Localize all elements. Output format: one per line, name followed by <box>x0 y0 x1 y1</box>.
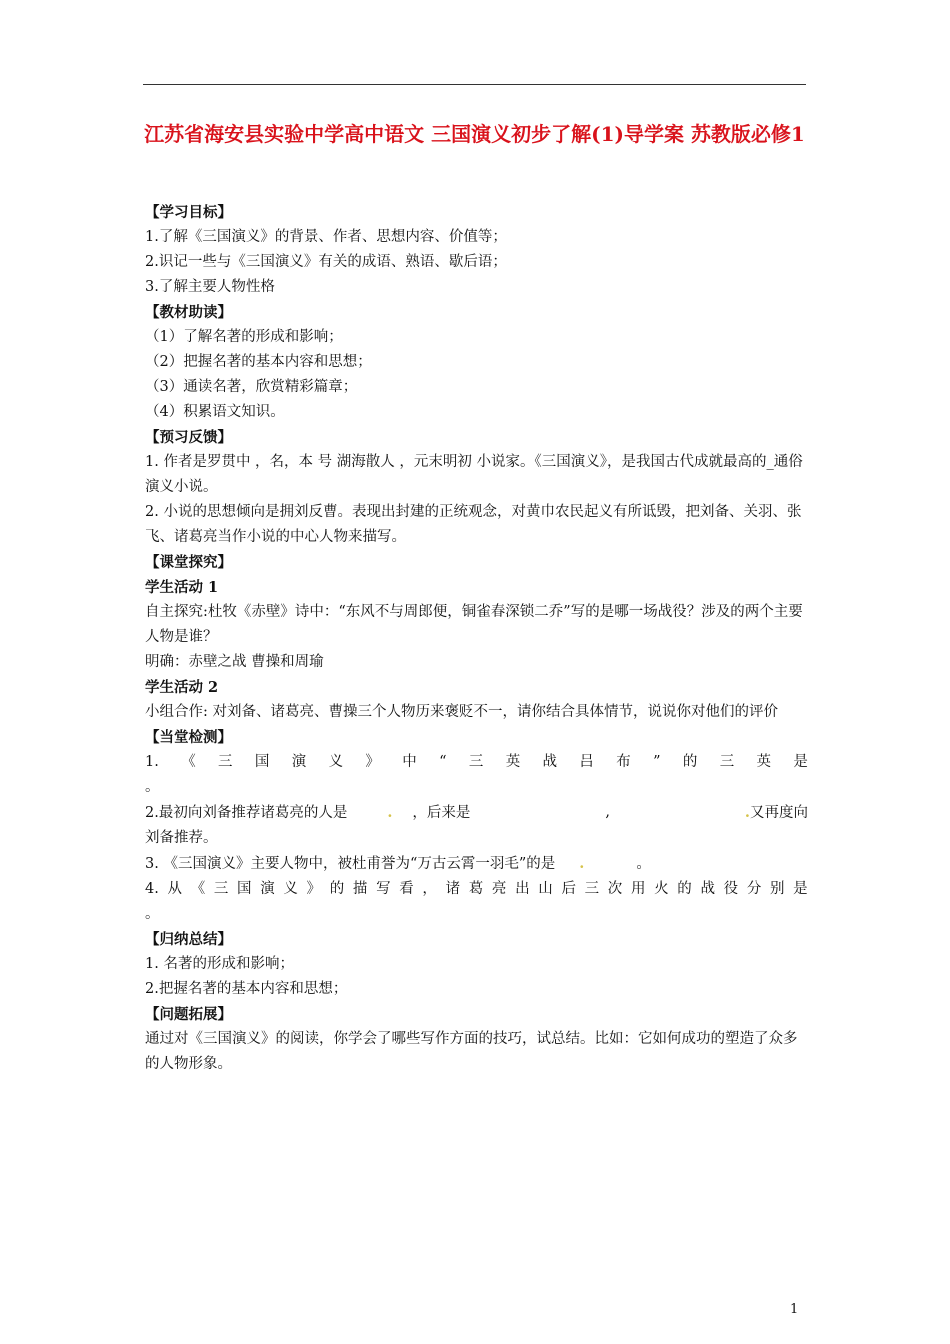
material-heading: 【教材助读】 <box>145 304 232 321</box>
q4-char: 从 <box>167 881 183 897</box>
q4-char: 是 <box>793 881 808 897</box>
summary-item: 2.把握名著的基本内容和思想； <box>145 981 348 997</box>
q4-char: 《 <box>190 881 206 897</box>
check-question-3 <box>145 851 808 877</box>
q4-char: 葛 <box>468 881 484 897</box>
q4-char: 用 <box>630 881 646 897</box>
q1-char: 义 <box>328 754 344 770</box>
q4-char: 的 <box>329 881 345 897</box>
q4-char: 看 <box>399 881 414 897</box>
activity1-title: 学生活动 1 <box>145 579 219 596</box>
q2-part-b: ，后来是 <box>412 805 471 821</box>
activity1-answer: 明确：赤壁之战 曹操和周瑜 <box>145 654 324 670</box>
q1-char: 英 <box>505 754 521 770</box>
material-item: （3）通读名著，欣赏精彩篇章； <box>145 379 358 395</box>
q4-char: 4. <box>145 881 159 897</box>
q4-char: 诸 <box>445 881 461 897</box>
q4-char: 的 <box>677 881 692 897</box>
blank-mark: . <box>387 804 393 821</box>
q1-char: 1. <box>145 754 159 770</box>
check-heading: 【当堂检测】 <box>145 729 232 746</box>
q4-char: 国 <box>237 881 252 897</box>
material-item: （2）把握名著的基本内容和思想； <box>145 354 372 370</box>
check-question-4-end: 。 <box>145 906 160 922</box>
q1-char: “ <box>439 754 447 770</box>
summary-item: 1. 名著的形成和影响； <box>145 956 294 972</box>
q4-char: 后 <box>561 881 576 897</box>
q4-char: 演 <box>260 881 275 897</box>
q1-char: 中 <box>402 754 417 770</box>
q4-char: 》 <box>306 881 322 897</box>
q1-char: 的 <box>682 754 698 770</box>
extend-text: 通过对《三国演义》的阅读，你学会了哪些写作方面的技巧，试总结。比如：它如何成功的塑造了众多的人物形象。 <box>145 1031 798 1072</box>
check-question-1 <box>145 750 808 775</box>
preview-item: 2. 小说的思想倾向是拥刘反曹。表现出封建的正统观念，对黄巾农民起义有所诋毁，把刘备、关羽、张飞、诸葛亮当作小说的中心人物来描写。 <box>145 504 802 545</box>
q4-char: 三 <box>584 881 600 897</box>
q1-char: 国 <box>254 754 270 770</box>
q1-char: 演 <box>291 754 307 770</box>
material-item: （4）积累语文知识。 <box>145 404 285 420</box>
q4-char: 义 <box>283 881 298 897</box>
q2-part-c: , <box>605 804 610 820</box>
q4-char: 出 <box>515 881 530 897</box>
goal-item: 1.了解《三国演义》的背景、作者、思想内容、价值等； <box>145 229 507 245</box>
q1-char: 《 <box>181 754 196 770</box>
q1-char: 三 <box>719 754 735 770</box>
q4-char: 亮 <box>491 881 507 897</box>
q1-char: 战 <box>542 754 558 770</box>
header-rule <box>143 84 806 85</box>
document-title: 江苏省海安县实验中学高中语文 三国演义初步了解(1)导学案 苏教版必修1 <box>144 122 805 146</box>
q4-char: 三 <box>213 881 229 897</box>
q4-char: 写 <box>376 881 391 897</box>
document-body <box>145 200 808 1077</box>
q4-char: 次 <box>607 881 623 897</box>
q1-char: 英 <box>756 754 772 770</box>
q4-char: 分 <box>746 881 762 897</box>
q1-char: 》 <box>365 754 380 770</box>
q4-char: 描 <box>352 881 368 897</box>
q4-char: 战 <box>700 881 715 897</box>
q3-part-b: 。 <box>636 856 651 872</box>
q1-char: 三 <box>218 754 233 770</box>
blank-mark: . <box>744 804 750 821</box>
q3-part-a: 3. 《三国演义》主要人物中，被杜甫誉为“万古云霄一羽毛”的是 <box>145 856 556 872</box>
activity1-text: 自主探究:杜牧《赤壁》诗中：“东风不与周郎便，铜雀春深锁二乔”写的是哪一场战役？涉及的两个主要人物是谁？ <box>145 604 803 645</box>
page-number: 1 <box>790 1302 799 1317</box>
q4-char: 山 <box>538 881 553 897</box>
activity2-title: 学生活动 2 <box>145 679 219 696</box>
q4-char: ， <box>422 881 437 897</box>
q1-char: 三 <box>468 754 484 770</box>
q1-char: 吕 <box>579 754 594 770</box>
q4-char: 火 <box>654 881 669 897</box>
preview-item: 1. 作者是罗贯中 ，名，本 号 湖海散人 ，元末明初 小说家。《三国演义》，是我国古代成就最高的_通俗演义小说。 <box>145 454 803 495</box>
activity2-text: 小组合作: 对刘备、诸葛亮、曹操三个人物历来褒贬不一，请你结合具体情节，说说你对他们的评价 <box>145 704 778 720</box>
q2-part-a: 2.最初向刘备推荐诸葛亮的人是 <box>145 805 348 821</box>
goals-heading: 【学习目标】 <box>145 204 232 221</box>
q1-char: ” <box>653 754 661 770</box>
q4-char: 别 <box>769 881 785 897</box>
q2-part-d: 又再度向 <box>749 805 808 821</box>
q4-char: 役 <box>723 881 739 897</box>
preview-heading: 【预习反馈】 <box>145 429 232 446</box>
material-item: （1）了解名著的形成和影响； <box>145 329 343 345</box>
goal-item: 2.识记一些与《三国演义》有关的成语、熟语、歇后语； <box>145 254 507 270</box>
q1-char: 是 <box>793 754 808 770</box>
check-question-2 <box>145 800 808 826</box>
q1-char: 布 <box>616 754 631 770</box>
summary-heading: 【归纳总结】 <box>145 931 232 948</box>
check-question-1-end: 。 <box>145 779 160 795</box>
check-question-4 <box>145 877 808 902</box>
goal-item: 3.了解主要人物性格 <box>145 279 275 295</box>
explore-heading: 【课堂探究】 <box>145 554 232 571</box>
check-question-2-end: 刘备推荐。 <box>145 830 218 846</box>
extend-heading: 【问题拓展】 <box>145 1006 232 1023</box>
blank-mark: . <box>579 855 585 872</box>
